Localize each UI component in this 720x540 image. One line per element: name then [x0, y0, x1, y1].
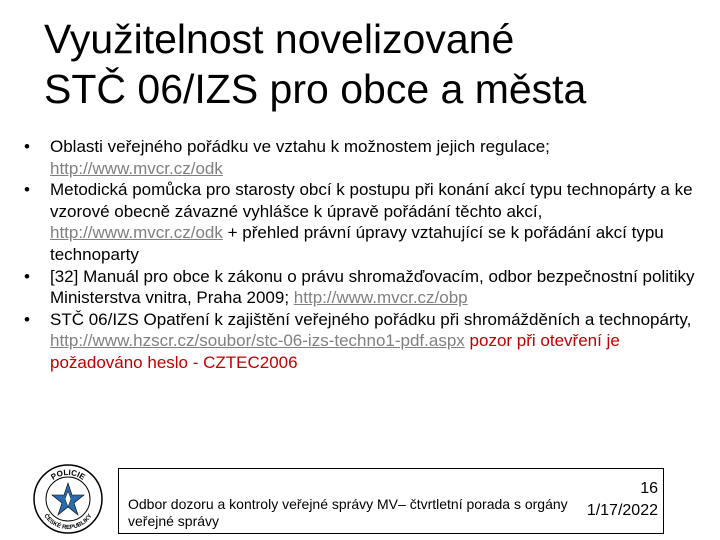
bullet-link[interactable]: http://www.mvcr.cz/obp [293, 288, 468, 308]
bullet-list [20, 136, 700, 374]
bullet-text: Metodická pomůcka pro starosty obcí k postupu při konání akcí typu technopárty a ke vzorové obecně závazné vyhlášce k úpravě pořádání těchto akcí, [50, 180, 693, 221]
bullet-text: [32] Manuál pro obce k zákonu o právu shromažďovacím, odbor bezpečnostní politiky Ministerstva vnitra, Praha 2009; [50, 266, 695, 308]
bullet-item [20, 136, 700, 179]
bullet-link[interactable]: http://www.mvcr.cz/odk [50, 158, 223, 178]
bullet-link[interactable]: http://www.hzscr.cz/soubor/stc-06-izs-techno1-pdf.aspx [50, 331, 465, 351]
bullet-dot: • [24, 266, 30, 286]
bullet-link[interactable]: http://www.mvcr.cz/odk [50, 223, 223, 243]
bullet-dot: • [24, 137, 30, 156]
logo-text-top: POLICIE [49, 467, 87, 482]
slide-title [44, 14, 704, 114]
password-warning: pozor při otevření je požadováno heslo - CZTEC2006 [50, 331, 620, 372]
bullet-dot: • [24, 180, 30, 200]
title-line-1: Využitelnost novelizované [44, 16, 515, 62]
bullet-item [20, 266, 700, 309]
bullet-item [20, 179, 700, 265]
police-logo [32, 463, 104, 535]
footer-date: 1/17/2022 [586, 502, 658, 519]
bullet-text: Oblasti veřejného pořádku ve vztahu k možnostem jejich regulace; [50, 137, 550, 156]
bullet-text: STČ 06/IZS Opatření k zajištění veřejného pořádku při shromážděních a technopárty, [50, 309, 692, 329]
title-line-2: STČ 06/IZS pro obce a města [44, 66, 587, 112]
bullet-dot: • [24, 309, 30, 329]
page-number: 16 [640, 480, 658, 497]
bullet-item [20, 309, 700, 374]
bullet-text-after: + přehled právní úpravy vztahující se k pořádání akcí typu technoparty [50, 223, 664, 264]
footer-text: Odbor dozoru a kontroly veřejné správy MV– čtvrtletní porada s orgány veřejné správy [128, 496, 568, 529]
logo-text-bottom: ČESKÉ REPUBLIKY [42, 513, 94, 532]
